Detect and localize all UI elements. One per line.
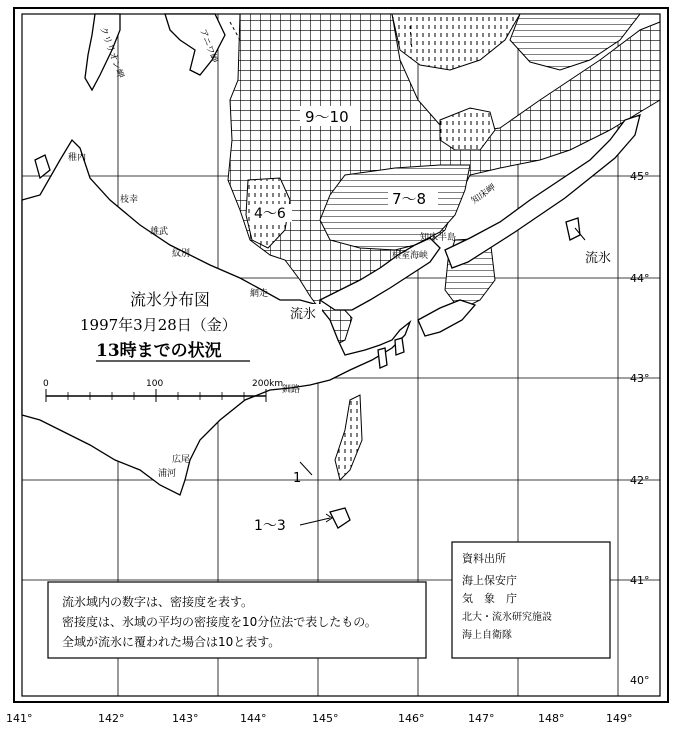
- place-nemuro-strait: 根室海峡: [392, 251, 429, 261]
- source-item-3: 北大・流氷研究施設: [462, 612, 552, 623]
- lat-label-40: 40°: [630, 674, 650, 687]
- place-hiroo: 広尾: [172, 455, 191, 465]
- note-line1: 流氷域内の数字は、密接度を表す。: [62, 595, 254, 609]
- title-line3: 13時までの状況: [96, 341, 222, 361]
- ice-label-abashiri: 流氷: [290, 307, 317, 322]
- south-islet: [330, 508, 350, 528]
- lon-label-146: 146°: [398, 712, 425, 725]
- place-wakkanai: 稚内: [68, 153, 87, 163]
- place-esashi: 枝幸: [120, 195, 139, 205]
- kuril-south: [418, 300, 475, 336]
- note-line2: 密接度は、氷域の平均の密接度を10分位法で表したもの。: [62, 615, 377, 629]
- label-7-8: 7〜8: [392, 190, 427, 208]
- place-monbetsu: 紋別: [172, 249, 191, 259]
- scale-label-200: 200km: [252, 379, 284, 389]
- place-aniwa-cape: アニワ岬: [197, 27, 219, 65]
- label-9-10: 9〜10: [305, 108, 349, 126]
- ice-area-south-strip: [335, 395, 362, 480]
- lon-label-149: 149°: [606, 712, 633, 725]
- lat-label-42: 42°: [630, 474, 650, 487]
- note-line3: 全域が流氷に覆われた場合は10と表す。: [62, 635, 281, 649]
- source-item-2: 気 象 庁: [462, 592, 517, 605]
- place-kushiro: 釧路: [282, 385, 301, 395]
- label-1: 1: [293, 471, 302, 486]
- ice-label-east: 流氷: [585, 251, 612, 266]
- source-item-1: 海上保安庁: [462, 574, 517, 587]
- place-urakawa: 浦河: [158, 469, 177, 479]
- lon-label-144: 144°: [240, 712, 267, 725]
- lat-label-43: 43°: [630, 372, 650, 385]
- place-shiretoko: 知床岬: [469, 182, 498, 207]
- scale-label-0: 0: [43, 379, 49, 389]
- place-kuril-cape: クリリオン岬: [97, 25, 126, 80]
- lon-label-141: 141°: [6, 712, 33, 725]
- ice-area-vertical-north: [392, 14, 520, 70]
- lon-label-148: 148°: [538, 712, 565, 725]
- title-line2: 1997年3月28日（金）: [80, 316, 237, 334]
- latitude-labels: [630, 170, 650, 687]
- scale-label-100: 100: [146, 379, 164, 389]
- lon-label-143: 143°: [172, 712, 199, 725]
- south-islands-2: [395, 338, 404, 355]
- lat-label-44: 44°: [630, 272, 650, 285]
- place-shiretoko-peninsula: 知床半島: [420, 233, 457, 243]
- label-1-3: 1〜3: [254, 518, 286, 534]
- lat-label-41: 41°: [630, 574, 650, 587]
- sources-heading: 資料出所: [462, 552, 506, 565]
- source-item-4: 海上自衛隊: [462, 630, 512, 641]
- south-islands: [378, 348, 387, 368]
- longitude-labels: [6, 712, 633, 725]
- place-omu: 雄武: [150, 227, 169, 237]
- east-islet: [566, 218, 580, 240]
- rebun-island: [35, 155, 50, 178]
- place-abashiri: 網走: [250, 289, 269, 299]
- label-4-6: 4〜6: [254, 206, 286, 222]
- lon-label-142: 142°: [98, 712, 125, 725]
- sakhalin-aniwa: [165, 14, 225, 75]
- note-box: [48, 582, 426, 658]
- ice-regions: [228, 14, 660, 480]
- sources-box: [452, 542, 610, 658]
- title-line1: 流氷分布図: [130, 290, 211, 309]
- lon-label-147: 147°: [468, 712, 495, 725]
- lon-label-145: 145°: [312, 712, 339, 725]
- lat-label-45: 45°: [630, 170, 650, 183]
